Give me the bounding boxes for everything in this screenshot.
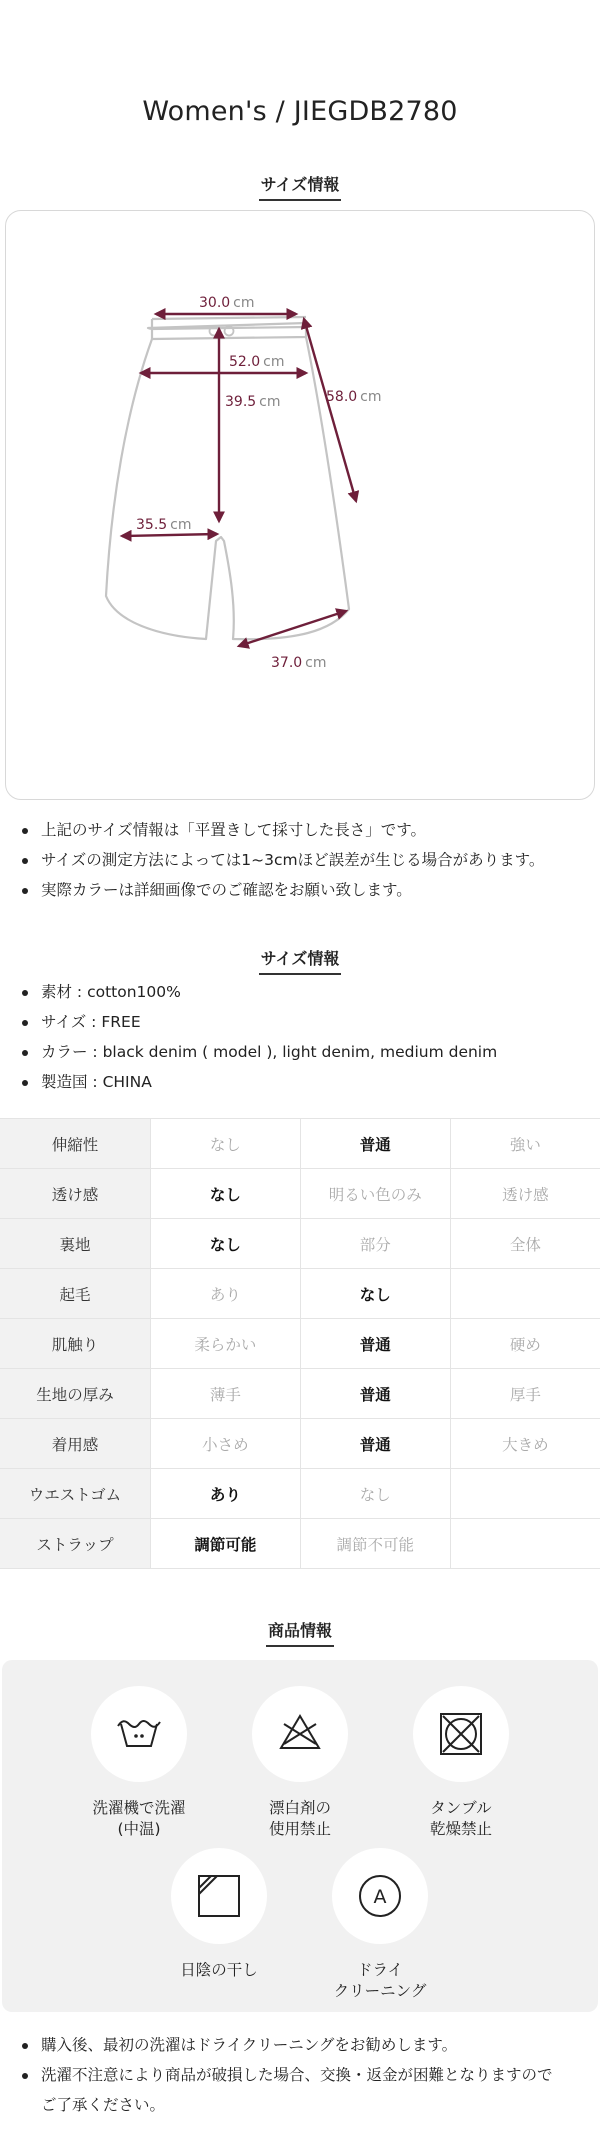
attribute-option: 普通 (300, 1119, 450, 1169)
attribute-option (450, 1469, 600, 1519)
attribute-option: 透け感 (450, 1169, 600, 1219)
shorts-outline (106, 317, 349, 639)
attribute-option: 普通 (300, 1369, 450, 1419)
attribute-option: 調節可能 (151, 1519, 301, 1569)
list-item: サイズの測定方法によっては1~3cmほど誤差が生じる場合があります。 (0, 845, 600, 875)
hem-label: 37.0 cm (271, 655, 327, 671)
table-row (0, 1319, 600, 1369)
care-item-shade: 日陰の干し (144, 1848, 294, 1981)
attribute-option: 普通 (300, 1319, 450, 1369)
attribute-table (0, 1118, 600, 1569)
waist-label: 30.0 cm (199, 295, 255, 311)
attribute-option: 全体 (450, 1219, 600, 1269)
attribute-option: あり (151, 1269, 301, 1319)
table-row (0, 1369, 600, 1419)
attribute-label: 肌触り (0, 1319, 151, 1369)
size-diagram (5, 210, 595, 800)
attribute-option: 明るい色のみ (300, 1169, 450, 1219)
attribute-option: 柔らかい (151, 1319, 301, 1369)
attribute-option (450, 1269, 600, 1319)
size-notes (0, 815, 600, 905)
attribute-option: なし (151, 1219, 301, 1269)
attribute-label: 生地の厚み (0, 1369, 151, 1419)
dry-clean-icon (332, 1848, 428, 1944)
attribute-option: 厚手 (450, 1369, 600, 1419)
care-item-tumble: タンブル 乾燥禁止 (386, 1686, 536, 1840)
list-item: 製造国 : CHINA (0, 1067, 600, 1097)
table-row (0, 1169, 600, 1219)
length-label: 58.0 cm (326, 389, 382, 405)
no-bleach-icon (252, 1686, 348, 1782)
attribute-label: ストラップ (0, 1519, 151, 1569)
list-item: カラー : black denim ( model ), light denim, medium denim (0, 1037, 600, 1067)
thigh-label: 35.5 cm (136, 517, 192, 533)
list-item: 洗濯不注意により商品が破損した場合、交換・返金が困難となりますので ご了承ください。 (0, 2060, 600, 2120)
attribute-label: 起毛 (0, 1269, 151, 1319)
care-section-heading: 商品情報 (0, 1618, 600, 1647)
attribute-option: 強い (450, 1119, 600, 1169)
spec-list (0, 977, 600, 1097)
attribute-option: 小さめ (151, 1419, 301, 1469)
attribute-option: なし (300, 1269, 450, 1319)
attribute-label: 伸縮性 (0, 1119, 151, 1169)
hip-label: 52.0 cm (229, 354, 285, 370)
page-title: Women's / JIEGDB2780 (142, 96, 458, 127)
list-item: 上記のサイズ情報は「平置きして採寸した長さ」です。 (0, 815, 600, 845)
care-item-wash: 洗濯機で洗濯 (中温) (64, 1686, 214, 1840)
care-notes (0, 2030, 600, 2120)
svg-text:A: A (373, 1886, 387, 1908)
attribute-option: なし (151, 1119, 301, 1169)
no-tumble-dry-icon (413, 1686, 509, 1782)
attribute-label: 裏地 (0, 1219, 151, 1269)
list-item: 実際カラーは詳細画像でのご確認をお願い致します。 (0, 875, 600, 905)
table-row (0, 1119, 600, 1169)
table-row (0, 1419, 600, 1469)
attribute-option: 硬め (450, 1319, 600, 1369)
size-section-heading: サイズ情報 (0, 172, 600, 201)
attribute-option: 調節不可能 (300, 1519, 450, 1569)
table-row (0, 1469, 600, 1519)
list-item: 素材 : cotton100% (0, 977, 600, 1007)
attribute-option: なし (151, 1169, 301, 1219)
care-item-dryclean: A ドライ クリーニング (305, 1848, 455, 2002)
rise-label: 39.5 cm (225, 394, 281, 410)
attribute-option: 部分 (300, 1219, 450, 1269)
attribute-option: 薄手 (151, 1369, 301, 1419)
attribute-option: 普通 (300, 1419, 450, 1469)
table-row (0, 1219, 600, 1269)
care-panel (2, 1660, 598, 2012)
attribute-option (450, 1519, 600, 1569)
list-item: サイズ : FREE (0, 1007, 600, 1037)
attribute-option: なし (300, 1469, 450, 1519)
thigh-line (122, 534, 217, 536)
attribute-option: あり (151, 1469, 301, 1519)
care-item-bleach: 漂白剤の 使用禁止 (225, 1686, 375, 1840)
list-item: 購入後、最初の洗濯はドライクリーニングをお勧めします。 (0, 2030, 600, 2060)
spec-section-heading: サイズ情報 (0, 946, 600, 975)
washtub-icon (91, 1686, 187, 1782)
attribute-label: 透け感 (0, 1169, 151, 1219)
attribute-label: 着用感 (0, 1419, 151, 1469)
table-row (0, 1519, 600, 1569)
shade-dry-icon (171, 1848, 267, 1944)
hem-line (239, 611, 346, 646)
attribute-label: ウエストゴム (0, 1469, 151, 1519)
attribute-option: 大きめ (450, 1419, 600, 1469)
table-row (0, 1269, 600, 1319)
